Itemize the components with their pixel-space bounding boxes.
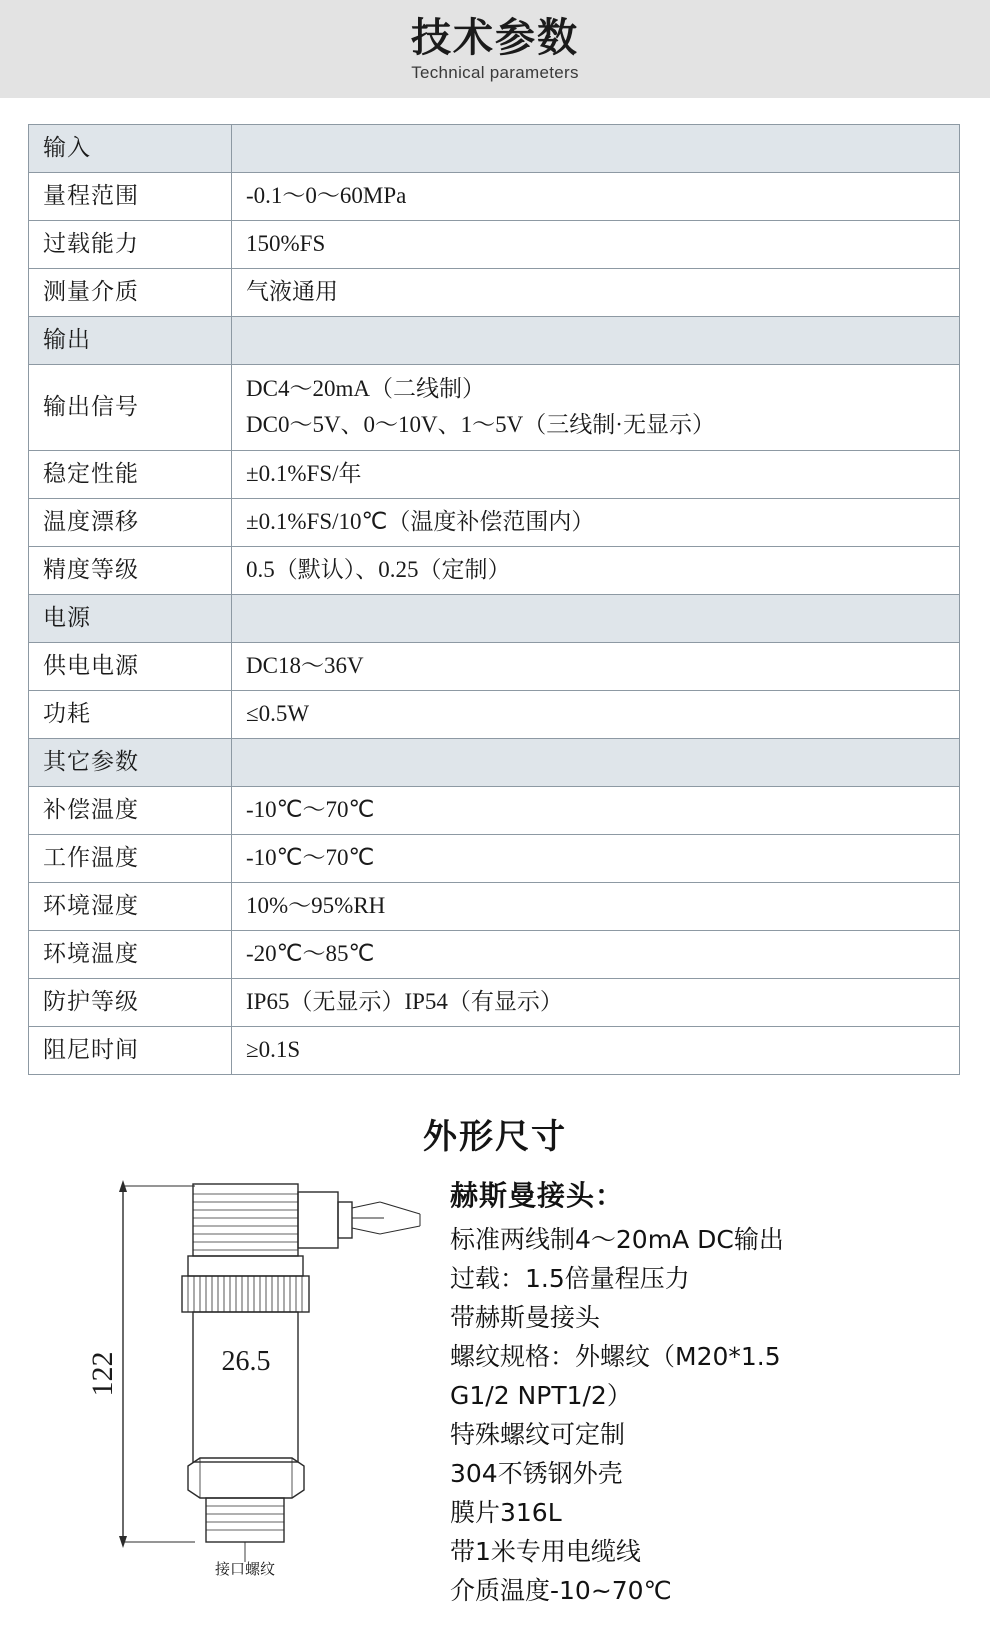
row-value: DC18～36V	[232, 643, 960, 691]
dimensions-title: 外形尺寸	[423, 1117, 567, 1158]
row-value: 气液通用	[232, 269, 960, 317]
row-value	[232, 365, 960, 451]
row-label: 精度等级	[29, 547, 232, 595]
notes-line: G1/2 NPT1/2）	[450, 1380, 632, 1410]
row-label: 工作温度	[29, 835, 232, 883]
row-value: -10℃～70℃	[232, 835, 960, 883]
product-drawing	[20, 1174, 440, 1614]
notes-line: 特殊螺纹可定制	[450, 1419, 626, 1449]
row-label: 过载能力	[29, 221, 232, 269]
row-label: 电源	[29, 595, 232, 643]
notes-line: 过载：1.5倍量程压力	[450, 1263, 690, 1293]
row-label: 温度漂移	[29, 499, 232, 547]
table-row	[29, 173, 960, 221]
row-value: ±0.1%FS/年	[232, 451, 960, 499]
page-title: 技术参数	[411, 15, 579, 61]
table-row	[29, 835, 960, 883]
table-row	[29, 317, 960, 365]
table-row	[29, 221, 960, 269]
row-value: ≤0.5W	[232, 691, 960, 739]
table-row	[29, 691, 960, 739]
thread-label: 接口螺纹	[214, 1560, 276, 1579]
row-label: 阻尼时间	[29, 1027, 232, 1075]
page-header	[0, 0, 990, 98]
row-label: 稳定性能	[29, 451, 232, 499]
table-row	[29, 125, 960, 173]
notes-line: 标准两线制4～20mA DC输出	[450, 1224, 784, 1254]
row-value: IP65（无显示）IP54（有显示）	[232, 979, 960, 1027]
table-row	[29, 269, 960, 317]
table-row	[29, 451, 960, 499]
table-row	[29, 595, 960, 643]
row-label: 环境温度	[29, 931, 232, 979]
row-value: -20℃～85℃	[232, 931, 960, 979]
table-row	[29, 883, 960, 931]
table-row	[29, 499, 960, 547]
row-value-line: DC4～20mA（二线制）	[246, 376, 485, 401]
table-row	[29, 1027, 960, 1075]
technical-parameters-table	[28, 124, 960, 1075]
row-value-line: DC0～5V、0～10V、1～5V（三线制·无显示）	[246, 411, 715, 437]
row-value	[232, 317, 960, 365]
row-value: 150%FS	[232, 221, 960, 269]
table-row	[29, 643, 960, 691]
row-label: 量程范围	[29, 173, 232, 221]
table-row	[29, 547, 960, 595]
notes-line: 膜片316L	[450, 1497, 562, 1527]
dimensions-section	[0, 1164, 990, 1614]
row-label: 其它参数	[29, 739, 232, 787]
row-label: 供电电源	[29, 643, 232, 691]
table-row	[29, 365, 960, 451]
page-subtitle: Technical parameters	[411, 63, 579, 82]
notes-line: 带1米专用电缆线	[450, 1536, 641, 1566]
row-label: 防护等级	[29, 979, 232, 1027]
notes-line: 304不锈钢外壳	[450, 1458, 623, 1488]
row-value: ≥0.1S	[232, 1027, 960, 1075]
row-label: 输入	[29, 125, 232, 173]
height-dimension-label: 122	[86, 1351, 119, 1397]
width-dimension-label: 26.5	[221, 1346, 271, 1378]
row-value: -10℃～70℃	[232, 787, 960, 835]
row-label: 输出	[29, 317, 232, 365]
dimensions-notes	[440, 1174, 970, 1610]
table-row	[29, 979, 960, 1027]
row-label: 功耗	[29, 691, 232, 739]
table-row	[29, 787, 960, 835]
row-label: 环境湿度	[29, 883, 232, 931]
row-value: 10%～95%RH	[232, 883, 960, 931]
row-label: 测量介质	[29, 269, 232, 317]
row-label: 补偿温度	[29, 787, 232, 835]
row-value	[232, 125, 960, 173]
notes-line: 介质温度-10~70℃	[450, 1575, 672, 1605]
spec-table-container	[0, 98, 990, 1075]
table-row	[29, 739, 960, 787]
row-value	[232, 739, 960, 787]
row-value: ±0.1%FS/10℃（温度补偿范围内）	[232, 499, 960, 547]
row-value: 0.5（默认）、0.25（定制）	[232, 547, 960, 595]
notes-line: 带赫斯曼接头	[450, 1302, 601, 1332]
notes-line: 螺纹规格：外螺纹（M20*1.5	[450, 1341, 781, 1371]
row-label: 输出信号	[29, 365, 232, 451]
row-value: -0.1～0～60MPa	[232, 173, 960, 221]
notes-heading: 赫斯曼接头：	[450, 1179, 625, 1213]
row-value	[232, 595, 960, 643]
table-row	[29, 931, 960, 979]
